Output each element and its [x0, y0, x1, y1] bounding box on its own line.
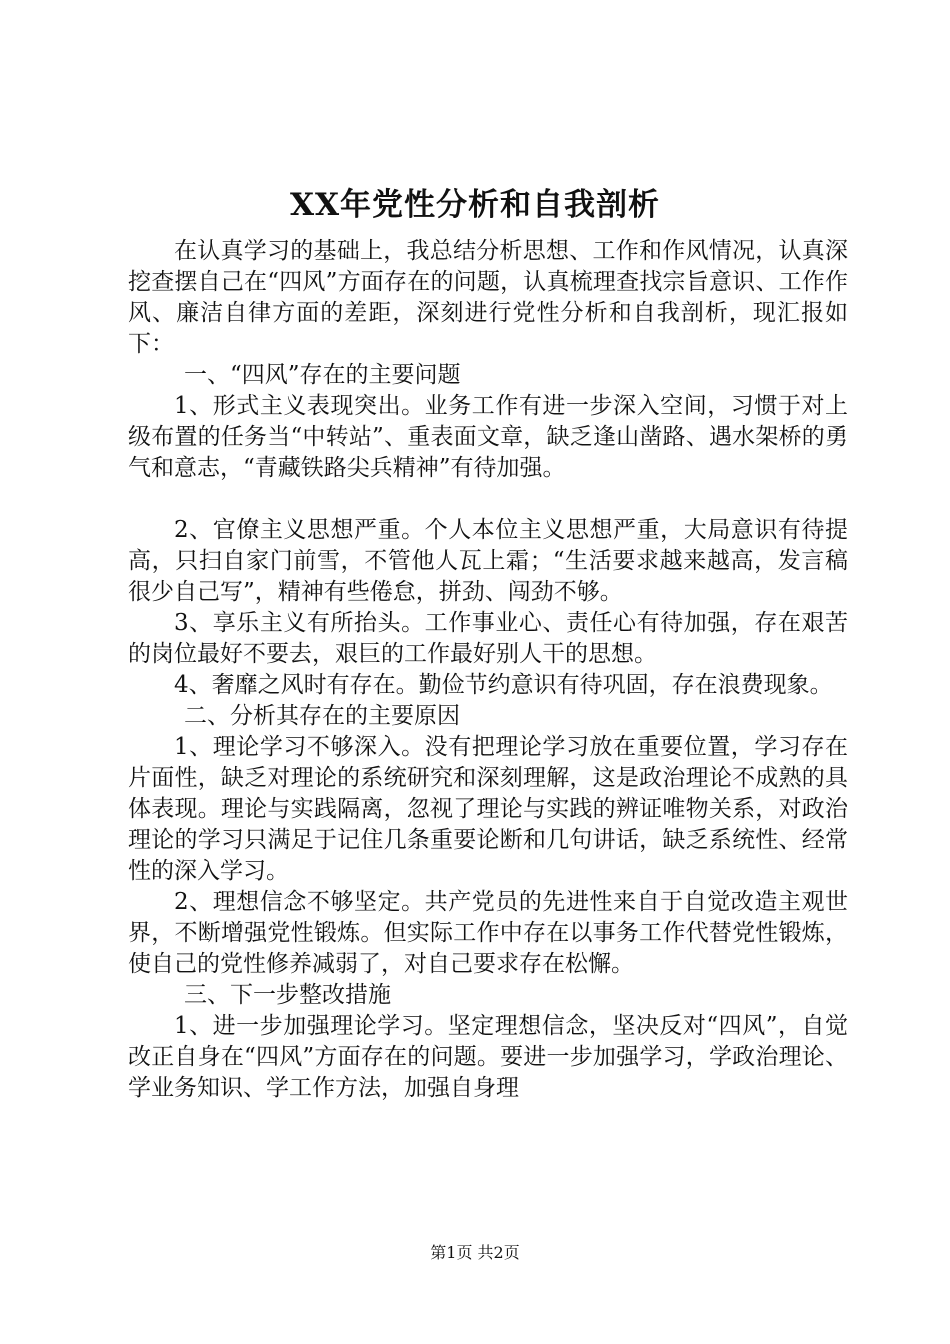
document-title: XX年党性分析和自我剖析 [289, 187, 661, 223]
paragraph-1-1: 1、形式主义表现突出。业务工作有进一步深入空间，习惯于对上级布置的任务当“中转站”、重表面文章，缺乏逢山凿路、遇水架桥的勇气和意志，“青藏铁路尖兵精神”有待加强。 [128, 393, 848, 481]
document-body [128, 236, 848, 1104]
paragraph-2-2: 2、理想信念不够坚定。共产党员的先进性来自于自觉改造主观世界，不断增强党性锻炼。但实际工作中存在以事务工作代替党性锻炼，使自己的党性修养减弱了，对自己要求存在松懈。 [128, 889, 848, 977]
paragraph-1-2: 2、官僚主义思想严重。个人本位主义思想严重，大局意识有待提高，只扫自家门前雪，不管他人瓦上霜；“生活要求越来越高，发言稿很少自己写”，精神有些倦怠，拼劲、闯劲不够。 [128, 517, 848, 605]
section-heading-2: 二、分析其存在的主要原因 [184, 703, 460, 729]
section-heading-1: 一、“四风”存在的主要问题 [184, 362, 461, 388]
paragraph-3-1: 1、进一步加强理论学习。坚定理想信念，坚决反对“四风”，自觉改正自身在“四风”方面存在的问题。要进一步加强学习，学政治理论、学业务知识、学工作方法，加强自身理 [128, 1013, 848, 1101]
paragraph-1-4: 4、奢靡之风时有存在。勤俭节约意识有待巩固，存在浪费现象。 [174, 672, 833, 698]
page-number-footer: 第1页 共2页 [430, 1243, 520, 1262]
paragraph-1-3: 3、享乐主义有所抬头。工作事业心、责任心有待加强，存在艰苦的岗位最好不要去，艰巨的工作最好别人干的思想。 [128, 610, 848, 667]
paragraph-2-1: 1、理论学习不够深入。没有把理论学习放在重要位置，学习存在片面性，缺乏对理论的系统研究和深刻理解，这是政治理论不成熟的具体表现。理论与实践隔离，忽视了理论与实践的辨证唯物关系，对政治理论的学习只满足于记住几条重要论断和几句讲话，缺乏系统性、经常性的深入学习。 [128, 734, 848, 884]
section-heading-3: 三、下一步整改措施 [184, 982, 391, 1008]
paragraph-intro: 在认真学习的基础上，我总结分析思想、工作和作风情况，认真深挖查摆自己在“四风”方面存在的问题，认真梳理查找宗旨意识、工作作风、廉洁自律方面的差距，深刻进行党性分析和自我剖析，现汇报如下： [128, 238, 848, 357]
